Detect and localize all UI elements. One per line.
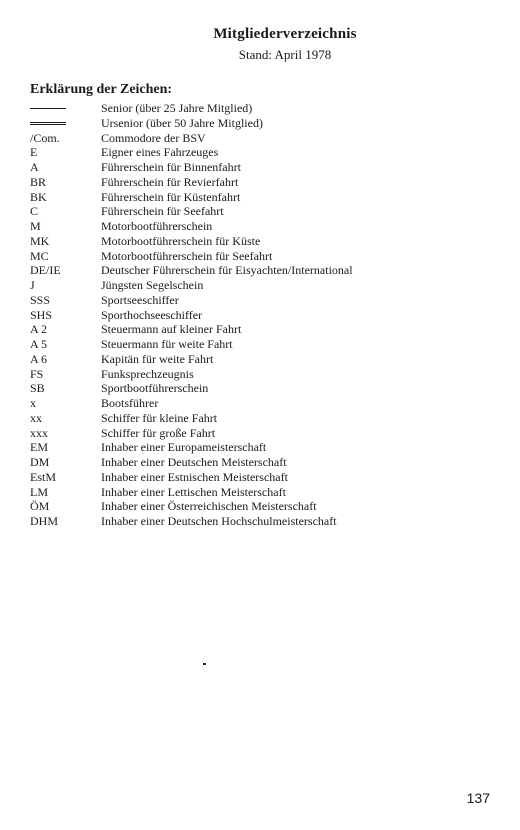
- legend-item: [30, 145, 490, 160]
- legend-description: Steuermann für weite Fahrt: [101, 337, 233, 351]
- double-line-icon: [30, 122, 66, 125]
- legend-item: [30, 499, 490, 514]
- legend-item: [30, 440, 490, 455]
- legend-description: Funksprechzeugnis: [101, 366, 194, 381]
- legend-description: Commodore der BSV: [101, 130, 206, 145]
- legend-item: [30, 249, 490, 264]
- legend-description: Führerschein für Binnenfahrt: [101, 160, 241, 174]
- legend-description: Inhaber einer Österreichischen Meisterschaft: [101, 499, 317, 514]
- legend-description: Deutscher Führerschein für Eisyachten/International: [101, 263, 353, 278]
- legend-description: Sportbootführerschein: [101, 381, 209, 396]
- legend-item: [30, 116, 490, 131]
- legend-symbol: FS: [30, 366, 44, 381]
- legend-symbol: BR: [30, 174, 47, 189]
- legend-description: Inhaber einer Deutschen Hochschulmeisterschaft: [101, 514, 337, 528]
- legend-description: Inhaber einer Estnischen Meisterschaft: [101, 469, 288, 484]
- legend-item: [30, 131, 490, 146]
- stray-mark: [203, 663, 206, 665]
- legend-item: [30, 190, 490, 205]
- legend-symbol: x: [30, 396, 36, 410]
- legend-item: [30, 322, 490, 337]
- legend-item: [30, 101, 490, 116]
- legend-item: [30, 381, 490, 396]
- legend-symbol: SHS: [30, 307, 53, 322]
- legend-description: Steuermann auf kleiner Fahrt: [101, 322, 242, 337]
- page-title: Mitgliederverzeichnis: [213, 26, 357, 42]
- legend-item: [30, 470, 490, 485]
- legend-symbol: LM: [30, 484, 48, 499]
- legend-description: Schiffer für große Fahrt: [101, 425, 216, 440]
- legend-item: [30, 514, 490, 529]
- page-subtitle: Stand: April 1978: [238, 47, 332, 62]
- legend-item: [30, 263, 490, 278]
- legend-symbol: EstM: [30, 469, 57, 484]
- legend-symbol: E: [30, 145, 38, 160]
- legend-symbol: MC: [30, 248, 49, 263]
- legend-description: Bootsführer: [101, 396, 159, 410]
- legend-symbol: DE/IE: [30, 263, 61, 278]
- senior-underline-icon: [30, 108, 101, 109]
- legend-item: [30, 175, 490, 190]
- legend-description: Eigner eines Fahrzeuges: [101, 145, 219, 160]
- legend-item: [30, 234, 490, 249]
- legend-item: [30, 367, 490, 382]
- legend-description: Führerschein für Küstenfahrt: [101, 189, 241, 204]
- legend-description: Führerschein für Seefahrt: [101, 204, 224, 219]
- legend-description: Führerschein für Revierfahrt: [101, 174, 239, 189]
- legend-symbol: M: [30, 219, 41, 233]
- legend-item: [30, 204, 490, 219]
- legend-symbol: EM: [30, 440, 48, 455]
- legend-symbol: SB: [30, 381, 45, 396]
- legend-symbol: A 6: [30, 351, 48, 366]
- legend-symbol: DM: [30, 455, 50, 469]
- legend-item: [30, 485, 490, 500]
- legend-item: [30, 426, 490, 441]
- legend-description: Kapitän für weite Fahrt: [101, 351, 214, 366]
- legend-description: Sporthochseeschiffer: [101, 307, 203, 322]
- legend-description: Schiffer für kleine Fahrt: [101, 410, 218, 425]
- legend-symbol: MK: [30, 233, 50, 248]
- legend-item: [30, 308, 490, 323]
- legend-symbol: A: [30, 160, 39, 174]
- legend-symbol: xxx: [30, 425, 48, 440]
- legend-description: Inhaber einer Deutschen Meisterschaft: [101, 455, 287, 469]
- legend-description: Jüngsten Segelschein: [101, 278, 204, 292]
- legend-list: [30, 101, 490, 529]
- legend-symbol: BK: [30, 189, 47, 204]
- legend-symbol: C: [30, 204, 39, 219]
- legend-symbol: A 5: [30, 337, 48, 351]
- legend-symbol: ÖM: [30, 499, 50, 514]
- legend-symbol: DHM: [30, 514, 59, 528]
- ursenior-double-underline-icon: [30, 122, 101, 125]
- legend-description: Senior (über 25 Jahre Mitglied): [101, 101, 253, 115]
- single-line-icon: [30, 108, 66, 109]
- legend-description: Ursenior (über 50 Jahre Mitglied): [101, 115, 263, 130]
- legend-item: [30, 411, 490, 426]
- legend-item: [30, 396, 490, 411]
- legend-description: Motorbootführerschein: [101, 219, 213, 233]
- legend-item: [30, 278, 490, 293]
- legend-item: [30, 293, 490, 308]
- legend-description: Inhaber einer Lettischen Meisterschaft: [101, 484, 286, 499]
- legend-symbol: xx: [30, 410, 42, 425]
- legend-item: [30, 219, 490, 234]
- legend-item: [30, 455, 490, 470]
- legend-symbol: A 2: [30, 322, 48, 337]
- legend-heading: Erklärung der Zeichen:: [30, 82, 173, 97]
- legend-description: Motorbootführerschein für Küste: [101, 233, 261, 248]
- legend-item: [30, 352, 490, 367]
- legend-item: [30, 337, 490, 352]
- legend-description: Motorbootführerschein für Seefahrt: [101, 248, 273, 263]
- legend-item: [30, 160, 490, 175]
- legend-symbol: /Com.: [30, 130, 60, 145]
- page-number: 137: [466, 790, 490, 806]
- legend-description: Sportseeschiffer: [101, 292, 179, 307]
- legend-description: Inhaber einer Europameisterschaft: [101, 440, 267, 455]
- legend-symbol: SSS: [30, 292, 51, 307]
- legend-symbol: J: [30, 278, 35, 292]
